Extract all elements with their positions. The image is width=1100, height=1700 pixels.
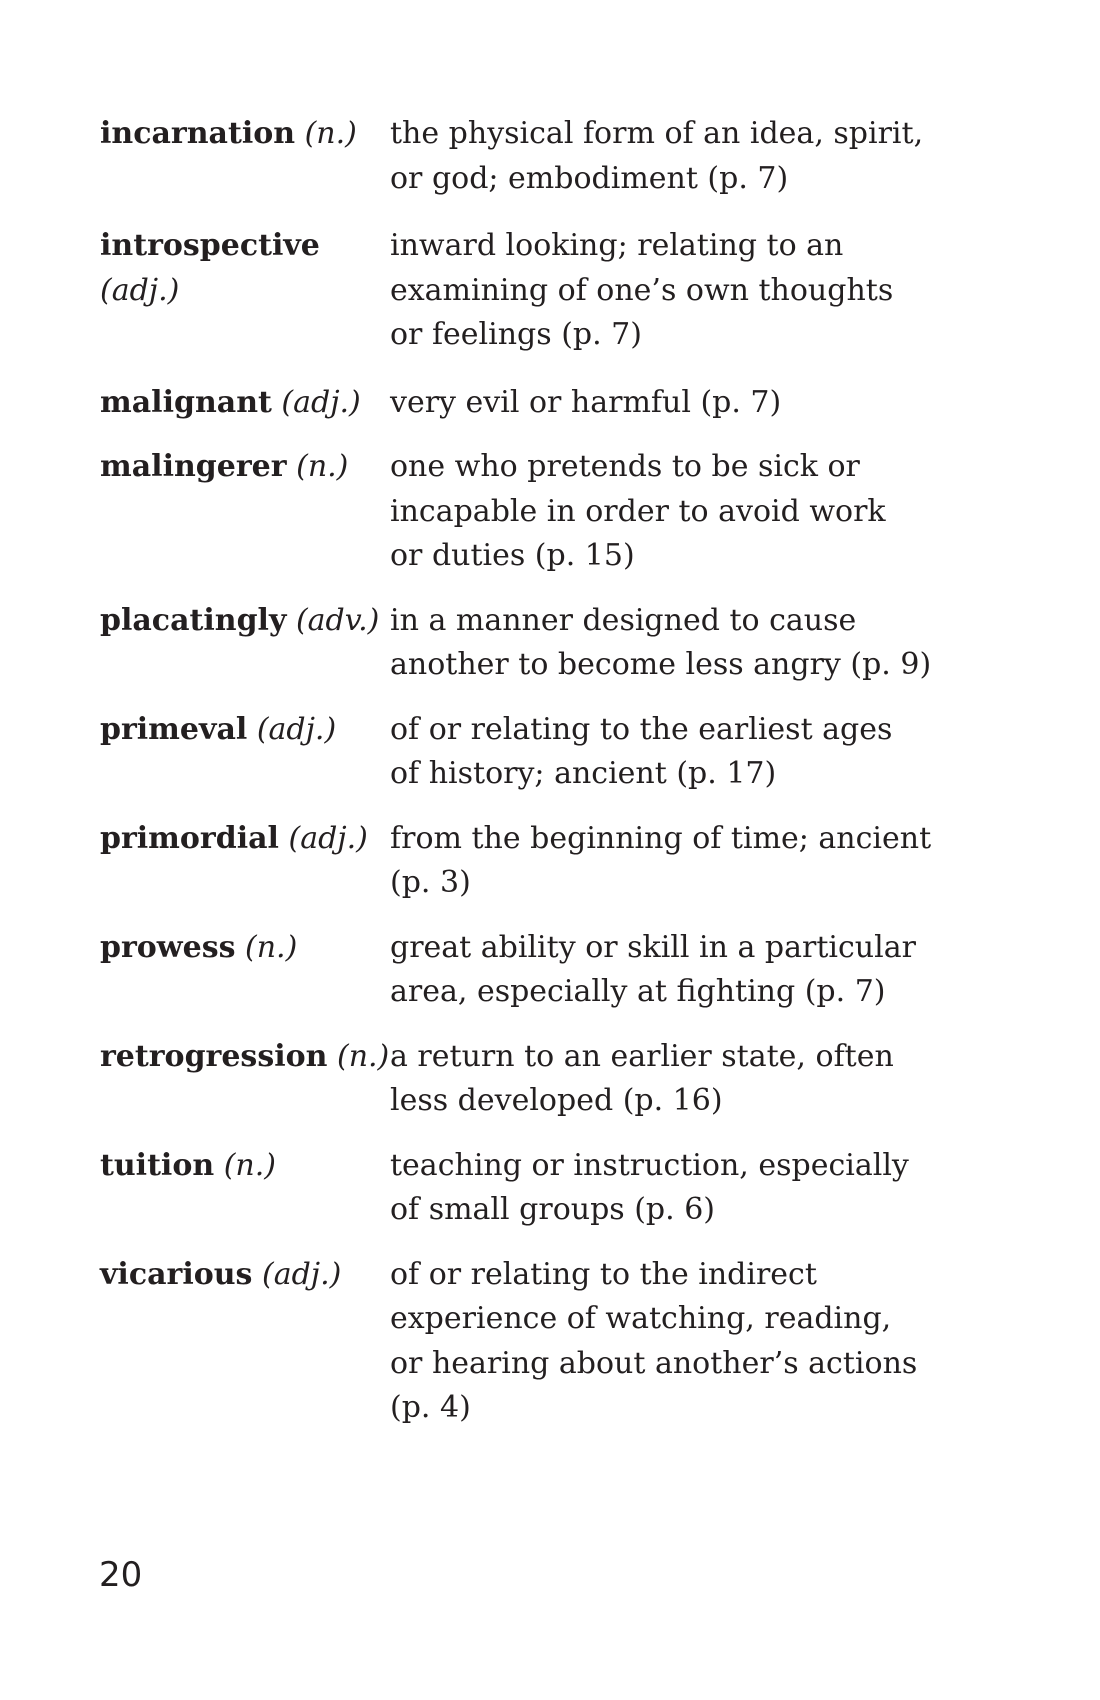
headword: incarnation	[100, 116, 296, 151]
entry-term	[100, 1253, 390, 1431]
glossary-entry	[100, 926, 960, 1015]
entry-definition	[390, 708, 960, 797]
headword: placatingly	[100, 602, 287, 638]
entry-term	[100, 445, 390, 579]
definition-line: one who pretends to be sick or	[390, 449, 860, 484]
definition-line: or duties (p. 15)	[390, 538, 635, 573]
entry-term	[100, 1144, 390, 1233]
headword: primordial	[100, 820, 279, 856]
glossary-entry	[100, 381, 960, 426]
definition-line: (p. 4)	[390, 1390, 471, 1425]
part-of-speech: (n.)	[223, 1147, 276, 1183]
part-of-speech: (n.)	[245, 929, 298, 965]
part-of-speech: (adv.)	[295, 602, 380, 638]
definition-line: area, especially at fighting (p. 7)	[390, 974, 886, 1009]
definition-line: or feelings (p. 7)	[390, 317, 642, 352]
part-of-speech: (n.)	[296, 449, 349, 484]
definition-line: of or relating to the indirect	[390, 1256, 817, 1292]
part-of-speech: (adj.)	[100, 272, 180, 308]
part-of-speech: (n.)	[304, 116, 357, 151]
definition-line: of small groups (p. 6)	[390, 1192, 715, 1227]
entry-term	[100, 708, 390, 797]
definition-line: incapable in order to avoid work	[390, 493, 886, 529]
entry-term	[100, 381, 390, 426]
entry-definition	[390, 1253, 960, 1431]
glossary-entry	[100, 817, 960, 906]
definition-line: in a manner designed to cause	[390, 602, 857, 638]
entry-term	[100, 817, 390, 906]
headword: introspective	[100, 228, 320, 263]
entry-definition	[390, 817, 960, 906]
part-of-speech: (adj.)	[262, 1256, 342, 1292]
definition-line: or hearing about another’s actions	[390, 1345, 918, 1381]
definition-line: very evil or harmful (p. 7)	[390, 384, 782, 420]
headword: vicarious	[100, 1256, 253, 1292]
page-number: 20	[99, 1555, 143, 1595]
entry-definition	[390, 381, 960, 426]
glossary-list	[100, 92, 960, 1431]
definition-line: another to become less angry (p. 9)	[390, 647, 932, 682]
part-of-speech: (adj.)	[256, 711, 337, 747]
part-of-speech: (adj.)	[288, 820, 368, 856]
definition-line: examining of one’s own thoughts	[390, 272, 894, 308]
definition-line: of history; ancient (p. 17)	[390, 756, 777, 791]
headword: retrogression	[100, 1038, 328, 1074]
entry-definition	[390, 445, 960, 579]
definition-line: a return to an earlier state, often	[390, 1038, 894, 1074]
definition-line: experience of watching, reading,	[390, 1301, 892, 1336]
definition-line: or god; embodiment (p. 7)	[390, 160, 789, 196]
glossary-entry	[100, 1035, 960, 1124]
definition-line: (p. 3)	[390, 865, 471, 900]
entry-term	[100, 926, 390, 1015]
entry-definition	[390, 1035, 960, 1124]
entry-term	[100, 224, 390, 358]
headword: primeval	[100, 711, 248, 747]
entry-definition	[390, 599, 960, 688]
definition-line: inward looking; relating to an	[390, 228, 844, 263]
entry-definition	[390, 112, 960, 201]
definition-line: teaching or instruction, especially	[390, 1147, 909, 1183]
glossary-entry	[100, 708, 960, 797]
entry-term	[100, 1035, 390, 1124]
headword: malignant	[100, 384, 272, 420]
glossary-entry	[100, 224, 960, 358]
entry-definition	[390, 224, 960, 358]
definition-line: from the beginning of time; ancient	[390, 820, 932, 856]
entry-definition	[390, 1144, 960, 1233]
definition-line: the physical form of an idea, spirit,	[390, 116, 924, 151]
definition-line: of or relating to the earliest ages	[390, 711, 893, 747]
headword: tuition	[100, 1147, 215, 1183]
definition-line: less developed (p. 16)	[390, 1083, 723, 1118]
glossary-entry	[100, 1144, 960, 1233]
part-of-speech: (n.)	[336, 1038, 390, 1074]
definition-line: great ability or skill in a particular	[390, 929, 916, 965]
glossary-entry	[100, 445, 960, 579]
glossary-entry	[100, 1253, 960, 1431]
entry-term	[100, 112, 390, 201]
part-of-speech: (adj.)	[281, 384, 361, 420]
headword: prowess	[100, 929, 236, 965]
glossary-entry	[100, 599, 960, 688]
entry-definition	[390, 926, 960, 1015]
entry-term	[100, 599, 390, 688]
glossary-entry	[100, 112, 960, 201]
headword: malingerer	[100, 449, 287, 484]
